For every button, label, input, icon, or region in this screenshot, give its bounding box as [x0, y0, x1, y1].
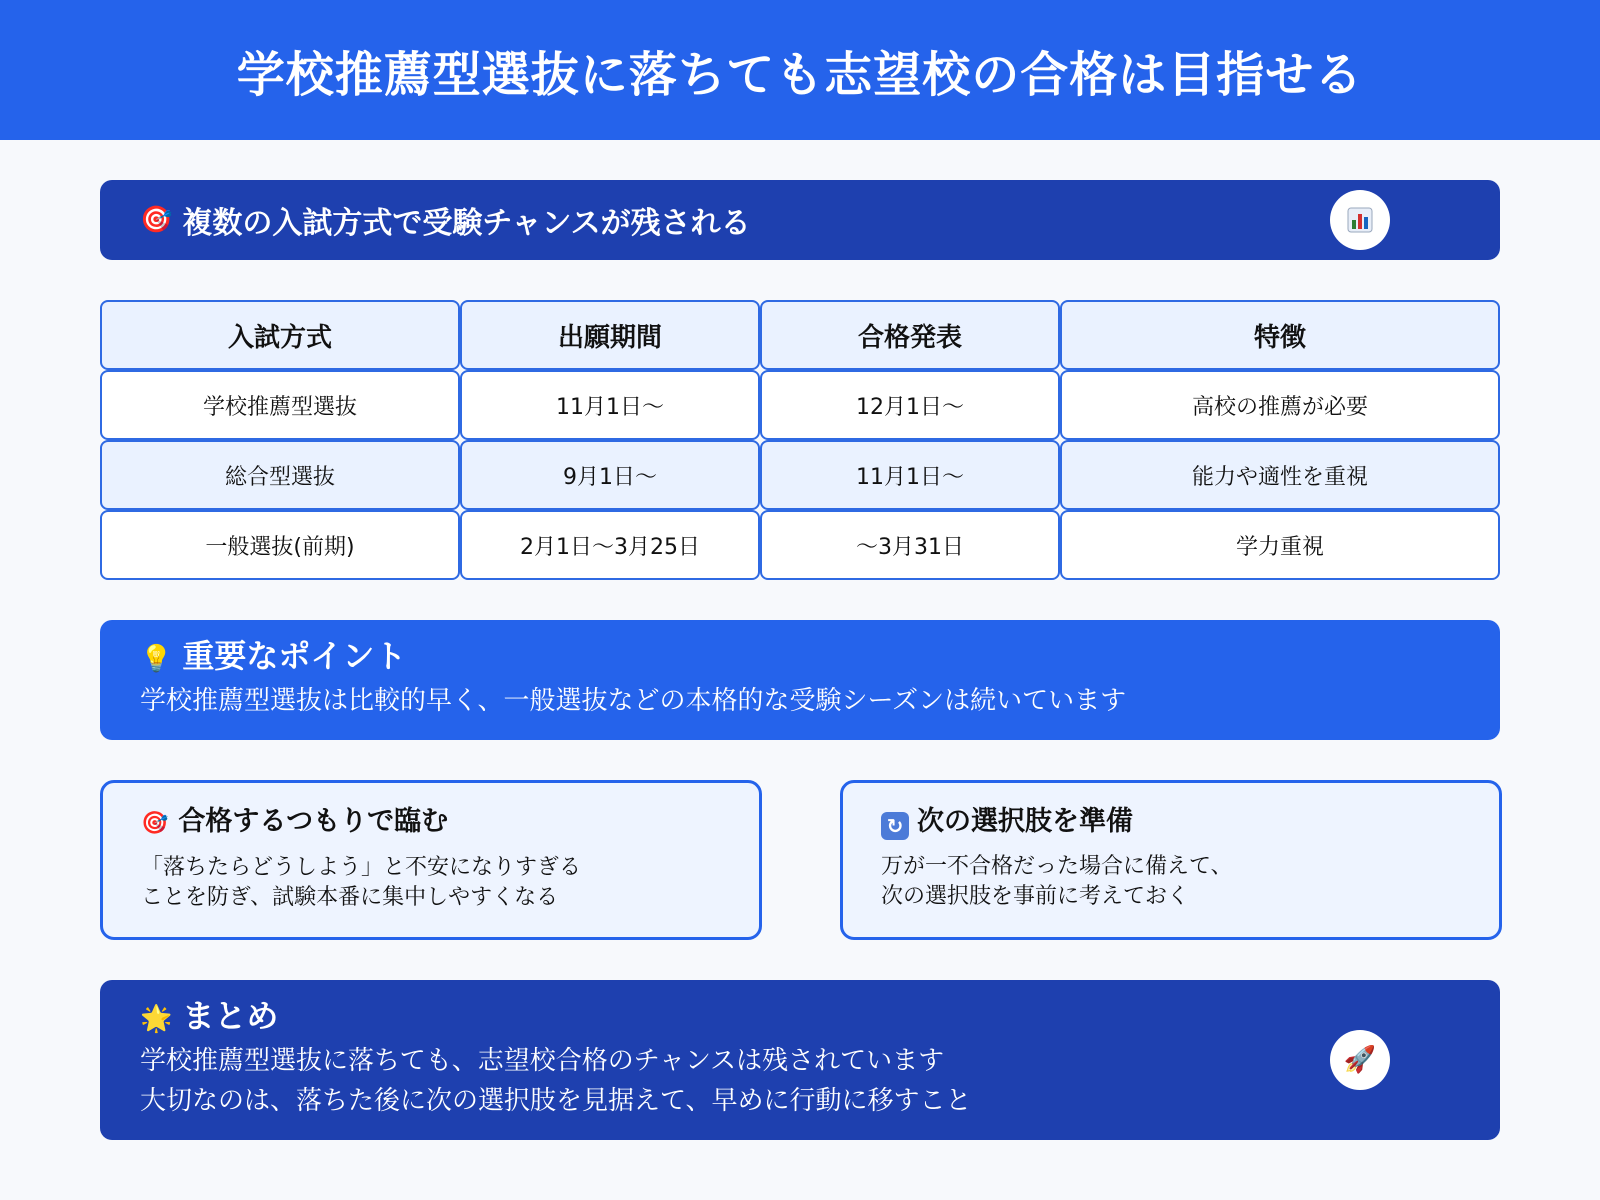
table-header: 合格発表	[760, 300, 1060, 370]
card-heading	[141, 805, 721, 841]
summary-body	[140, 1041, 1460, 1121]
rocket-icon: 🚀	[1330, 1030, 1390, 1090]
summary-line: 大切なのは、落ちた後に次の選択肢を見据えて、早めに行動に移すこと	[140, 1086, 972, 1116]
table-cell: 9月1日～	[460, 440, 760, 510]
card-title: 合格するつもりで臨む	[178, 806, 449, 837]
summary-line: 学校推薦型選抜に落ちても、志望校合格のチャンスは残されています	[140, 1046, 945, 1076]
section-title: 複数の入試方式で受験チャンスが残される	[182, 206, 751, 241]
table-header: 入試方式	[100, 300, 460, 370]
table-cell: 学力重視	[1060, 510, 1500, 580]
header	[0, 0, 1600, 140]
card-aim-to-pass	[100, 780, 762, 940]
table-cell: 能力や適性を重視	[1060, 440, 1500, 510]
point-title: 重要なポイント	[182, 637, 407, 675]
table-cell: 11月1日～	[460, 370, 760, 440]
summary	[100, 980, 1500, 1140]
table-cell: 2月1日～3月25日	[460, 510, 760, 580]
card-prepare-next	[840, 780, 1502, 940]
table-cell: ～3月31日	[760, 510, 1060, 580]
target-icon: 🎯	[140, 205, 173, 235]
table-cell: 12月1日～	[760, 370, 1060, 440]
table-header: 出願期間	[460, 300, 760, 370]
admission-table	[100, 300, 1500, 580]
important-point	[100, 620, 1500, 740]
table-cell: 総合型選抜	[100, 440, 460, 510]
bar-chart-icon	[1330, 190, 1390, 250]
point-body: 学校推薦型選抜は比較的早く、一般選抜などの本格的な受験シーズンは続いています	[140, 686, 1127, 716]
point-heading	[140, 636, 1460, 679]
page-title: 学校推薦型選抜に落ちても志望校の合格は目指せる	[236, 46, 1364, 103]
card-line: 「落ちたらどうしよう」と不安になりすぎる	[141, 855, 582, 880]
summary-heading	[140, 996, 1460, 1039]
target-icon: 🎯	[141, 811, 169, 836]
star-icon: 🌟	[140, 1004, 173, 1034]
refresh-icon: ↻	[881, 812, 909, 840]
card-title: 次の選択肢を準備	[917, 806, 1133, 837]
table-cell: 11月1日～	[760, 440, 1060, 510]
table-cell: 一般選抜(前期)	[100, 510, 460, 580]
card-line: 万が一不合格だった場合に備えて、	[881, 854, 1233, 879]
card-heading	[881, 805, 1461, 840]
card-body	[881, 852, 1461, 912]
table-cell: 高校の推薦が必要	[1060, 370, 1500, 440]
card-body	[141, 853, 721, 913]
table-cell: 学校推薦型選抜	[100, 370, 460, 440]
section-multiple-methods	[100, 180, 1500, 260]
table-header: 特徴	[1060, 300, 1500, 370]
summary-title: まとめ	[182, 997, 279, 1035]
lightbulb-icon: 💡	[140, 644, 173, 674]
card-line: 次の選択肢を事前に考えておく	[881, 884, 1190, 909]
card-line: ことを防ぎ、試験本番に集中しやすくなる	[141, 885, 559, 910]
